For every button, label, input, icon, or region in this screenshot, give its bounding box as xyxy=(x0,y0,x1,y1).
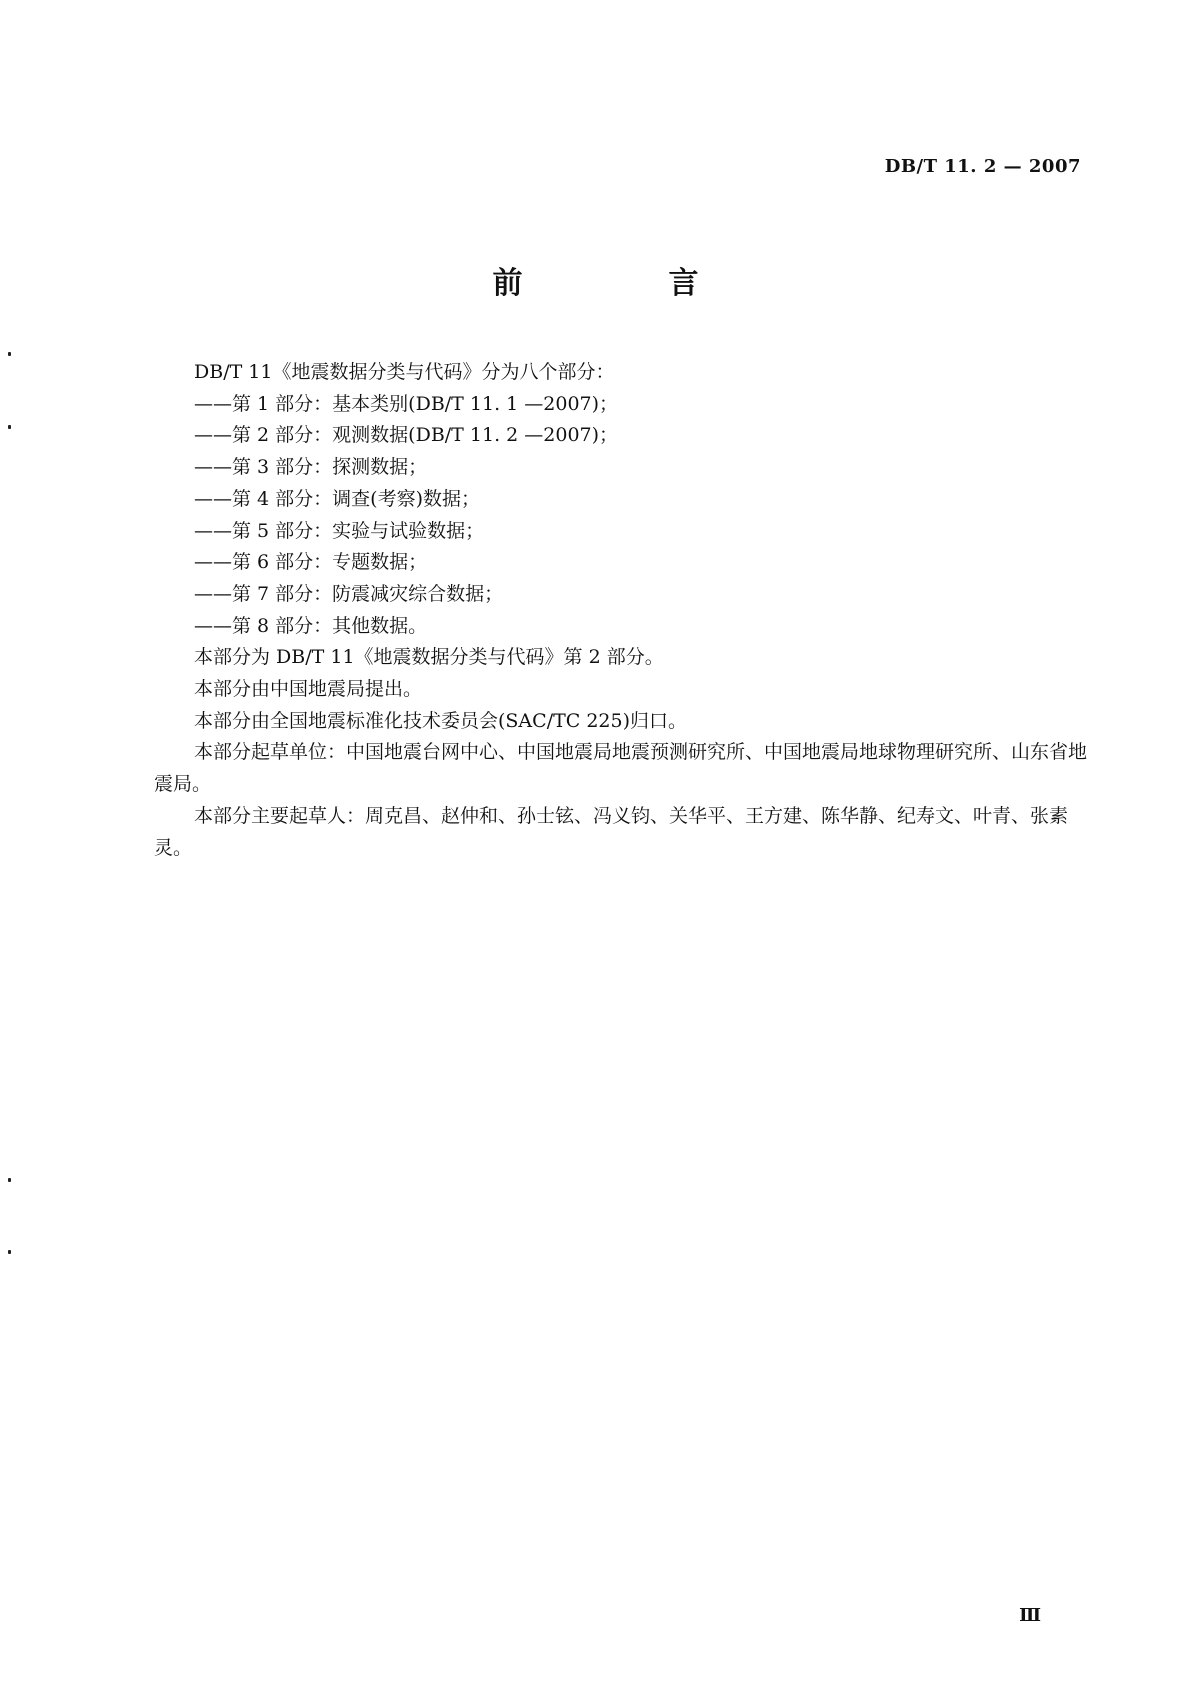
this-part-paragraph: 本部分为 DB/T 11《地震数据分类与代码》第 2 部分。 xyxy=(194,646,664,669)
scan-speck xyxy=(8,352,11,356)
part-list-item: ——第 4 部分：调查(考察)数据； xyxy=(194,487,480,510)
part-list-item: ——第 3 部分：探测数据； xyxy=(194,456,428,479)
foreword-body xyxy=(154,357,1094,864)
scan-speck xyxy=(8,425,11,429)
part-list-item: ——第 5 部分：实验与试验数据； xyxy=(194,519,485,542)
page-title: 前 言 xyxy=(492,266,757,301)
scan-speck xyxy=(8,1178,11,1182)
intro-paragraph: DB/T 11《地震数据分类与代码》分为八个部分： xyxy=(194,361,615,383)
scan-speck xyxy=(8,1250,11,1254)
page-number: Ⅲ xyxy=(1019,1605,1041,1626)
part-list-item: ——第 8 部分：其他数据。 xyxy=(194,614,428,637)
standard-code: DB/T 11. 2 — 2007 xyxy=(884,156,1081,177)
part-list-item: ——第 6 部分：专题数据； xyxy=(194,551,428,574)
part-list-item: ——第 7 部分：防震减灾综合数据； xyxy=(194,582,504,605)
drafting-units-paragraph: 本部分起草单位：中国地震台网中心、中国地震局地震预测研究所、中国地震局地球物理研究所、山东省地震局。 xyxy=(154,741,1088,796)
part-list-item: ——第 2 部分：观测数据(DB/T 11. 2 —2007)； xyxy=(194,424,619,447)
drafters-paragraph: 本部分主要起草人：周克昌、赵仲和、孙士铉、冯义钧、关华平、王方建、陈华静、纪寿文、叶青、张素灵。 xyxy=(154,804,1069,859)
part-list-item: ——第 1 部分：基本类别(DB/T 11. 1 —2007)； xyxy=(194,392,619,415)
proposed-by-paragraph: 本部分由中国地震局提出。 xyxy=(194,678,423,701)
centralized-by-paragraph: 本部分由全国地震标准化技术委员会(SAC/TC 225)归口。 xyxy=(194,709,688,732)
